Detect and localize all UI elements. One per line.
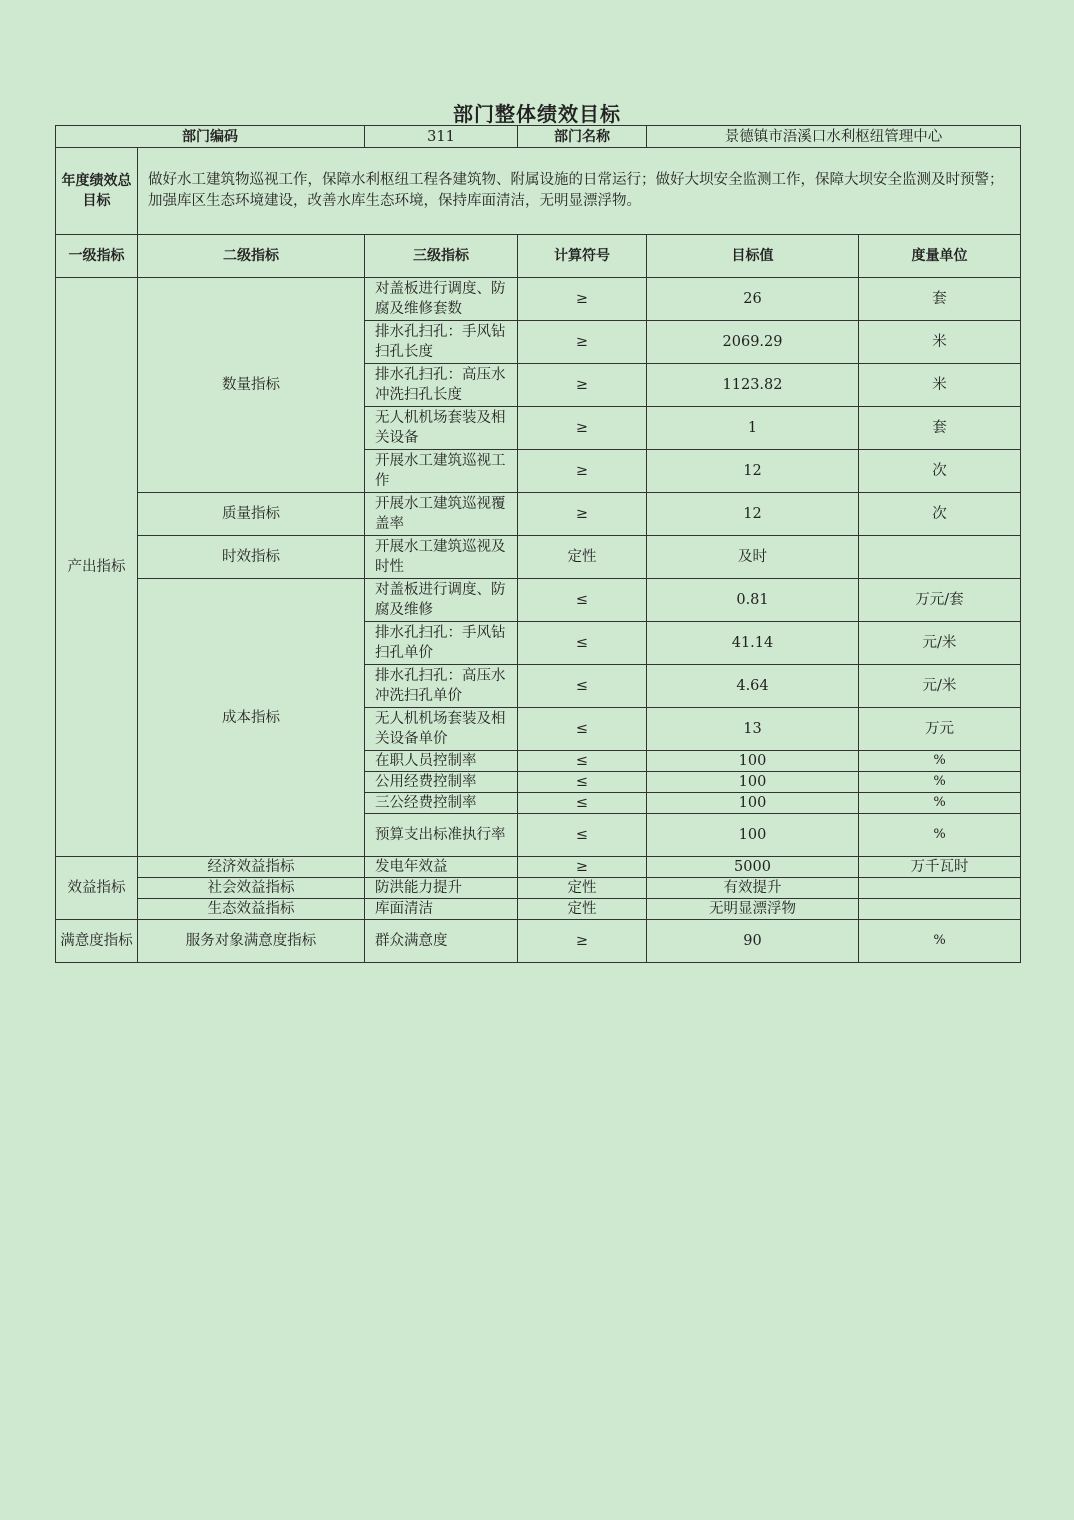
level3-indicator: 公用经费控制率: [365, 772, 518, 793]
target-value: 100: [647, 751, 859, 772]
level2-indicator: 时效指标: [138, 536, 365, 579]
operator: 定性: [518, 536, 647, 579]
level1-indicator: 产出指标: [56, 278, 138, 857]
level2-indicator: 质量指标: [138, 493, 365, 536]
unit: 次: [859, 450, 1021, 493]
unit: 元/米: [859, 622, 1021, 665]
target-value: 1123.82: [647, 364, 859, 407]
table-row: [56, 536, 1021, 579]
table-row: [56, 899, 1021, 920]
operator: ≥: [518, 857, 647, 878]
operator: ≥: [518, 920, 647, 963]
operator: ≥: [518, 450, 647, 493]
target-value: 4.64: [647, 665, 859, 708]
operator: ≤: [518, 793, 647, 814]
table-row: [56, 579, 1021, 622]
level3-indicator: 库面清洁: [365, 899, 518, 920]
operator: 定性: [518, 878, 647, 899]
level3-indicator: 排水孔扫孔：手风钻扫孔单价: [365, 622, 518, 665]
info-row: [56, 126, 1021, 148]
target-value: 5000: [647, 857, 859, 878]
level3-indicator: 开展水工建筑巡视覆盖率: [365, 493, 518, 536]
operator: ≥: [518, 493, 647, 536]
header-level1: 一级指标: [56, 235, 138, 278]
target-value: 26: [647, 278, 859, 321]
level3-indicator: 排水孔扫孔：高压水冲洗扫孔单价: [365, 665, 518, 708]
target-value: 100: [647, 814, 859, 857]
level2-indicator: 成本指标: [138, 579, 365, 857]
operator: ≤: [518, 751, 647, 772]
level1-indicator: 效益指标: [56, 857, 138, 920]
level2-indicator: 数量指标: [138, 278, 365, 493]
goal-row: [56, 148, 1021, 235]
goal-label: 年度绩效总目标: [56, 148, 138, 235]
level3-indicator: 三公经费控制率: [365, 793, 518, 814]
header-row: [56, 235, 1021, 278]
header-level2: 二级指标: [138, 235, 365, 278]
unit: 套: [859, 407, 1021, 450]
unit: %: [859, 814, 1021, 857]
level3-indicator: 无人机机场套装及相关设备单价: [365, 708, 518, 751]
operator: ≤: [518, 708, 647, 751]
page-title: 部门整体绩效目标: [453, 102, 621, 126]
goal-text: 做好水工建筑物巡视工作，保障水利枢纽工程各建筑物、附属设施的日常运行；做好大坝安全监测工作，保障大坝安全监测及时预警；加强库区生态环境建设，改善水库生态环境，保持库面清洁，无明显漂浮物。: [138, 148, 1021, 235]
target-value: 12: [647, 450, 859, 493]
level3-indicator: 开展水工建筑巡视工作: [365, 450, 518, 493]
level3-indicator: 群众满意度: [365, 920, 518, 963]
unit: 米: [859, 321, 1021, 364]
unit: [859, 536, 1021, 579]
table-row: [56, 857, 1021, 878]
header-unit: 度量单位: [859, 235, 1021, 278]
level2-indicator: 社会效益指标: [138, 878, 365, 899]
unit: %: [859, 793, 1021, 814]
operator: ≤: [518, 814, 647, 857]
header-target: 目标值: [647, 235, 859, 278]
level3-indicator: 无人机机场套装及相关设备: [365, 407, 518, 450]
unit: 次: [859, 493, 1021, 536]
dept-code: 311: [365, 126, 518, 148]
level1-indicator: 满意度指标: [56, 920, 138, 963]
target-value: 13: [647, 708, 859, 751]
target-value: 1: [647, 407, 859, 450]
unit: 元/米: [859, 665, 1021, 708]
level3-indicator: 对盖板进行调度、防腐及维修: [365, 579, 518, 622]
level3-indicator: 排水孔扫孔：手风钻扫孔长度: [365, 321, 518, 364]
operator: ≤: [518, 665, 647, 708]
level3-indicator: 对盖板进行调度、防腐及维修套数: [365, 278, 518, 321]
target-value: 0.81: [647, 579, 859, 622]
operator: ≥: [518, 278, 647, 321]
header-level3: 三级指标: [365, 235, 518, 278]
unit: 米: [859, 364, 1021, 407]
target-value: 90: [647, 920, 859, 963]
target-value: 及时: [647, 536, 859, 579]
target-value: 100: [647, 793, 859, 814]
unit: %: [859, 772, 1021, 793]
level3-indicator: 防洪能力提升: [365, 878, 518, 899]
level2-indicator: 生态效益指标: [138, 899, 365, 920]
table-row: [56, 493, 1021, 536]
level2-indicator: 服务对象满意度指标: [138, 920, 365, 963]
level2-indicator: 经济效益指标: [138, 857, 365, 878]
performance-table: [55, 125, 1021, 963]
header-operator: 计算符号: [518, 235, 647, 278]
dept-name-label: 部门名称: [518, 126, 647, 148]
operator: 定性: [518, 899, 647, 920]
target-value: 41.14: [647, 622, 859, 665]
unit: 万元: [859, 708, 1021, 751]
target-value: 无明显漂浮物: [647, 899, 859, 920]
target-value: 100: [647, 772, 859, 793]
target-value: 2069.29: [647, 321, 859, 364]
table-row: [56, 278, 1021, 321]
unit: 套: [859, 278, 1021, 321]
level3-indicator: 预算支出标准执行率: [365, 814, 518, 857]
table-row: [56, 878, 1021, 899]
unit: 万千瓦时: [859, 857, 1021, 878]
unit: %: [859, 920, 1021, 963]
operator: ≥: [518, 321, 647, 364]
level3-indicator: 排水孔扫孔：高压水冲洗扫孔长度: [365, 364, 518, 407]
target-value: 12: [647, 493, 859, 536]
unit: %: [859, 751, 1021, 772]
operator: ≥: [518, 364, 647, 407]
level3-indicator: 发电年效益: [365, 857, 518, 878]
table-row: [56, 920, 1021, 963]
dept-name: 景德镇市浯溪口水利枢纽管理中心: [647, 126, 1021, 148]
operator: ≤: [518, 622, 647, 665]
unit: 万元/套: [859, 579, 1021, 622]
level3-indicator: 开展水工建筑巡视及时性: [365, 536, 518, 579]
operator: ≤: [518, 579, 647, 622]
unit: [859, 878, 1021, 899]
target-value: 有效提升: [647, 878, 859, 899]
operator: ≥: [518, 407, 647, 450]
operator: ≤: [518, 772, 647, 793]
level3-indicator: 在职人员控制率: [365, 751, 518, 772]
unit: [859, 899, 1021, 920]
dept-code-label: 部门编码: [56, 126, 365, 148]
